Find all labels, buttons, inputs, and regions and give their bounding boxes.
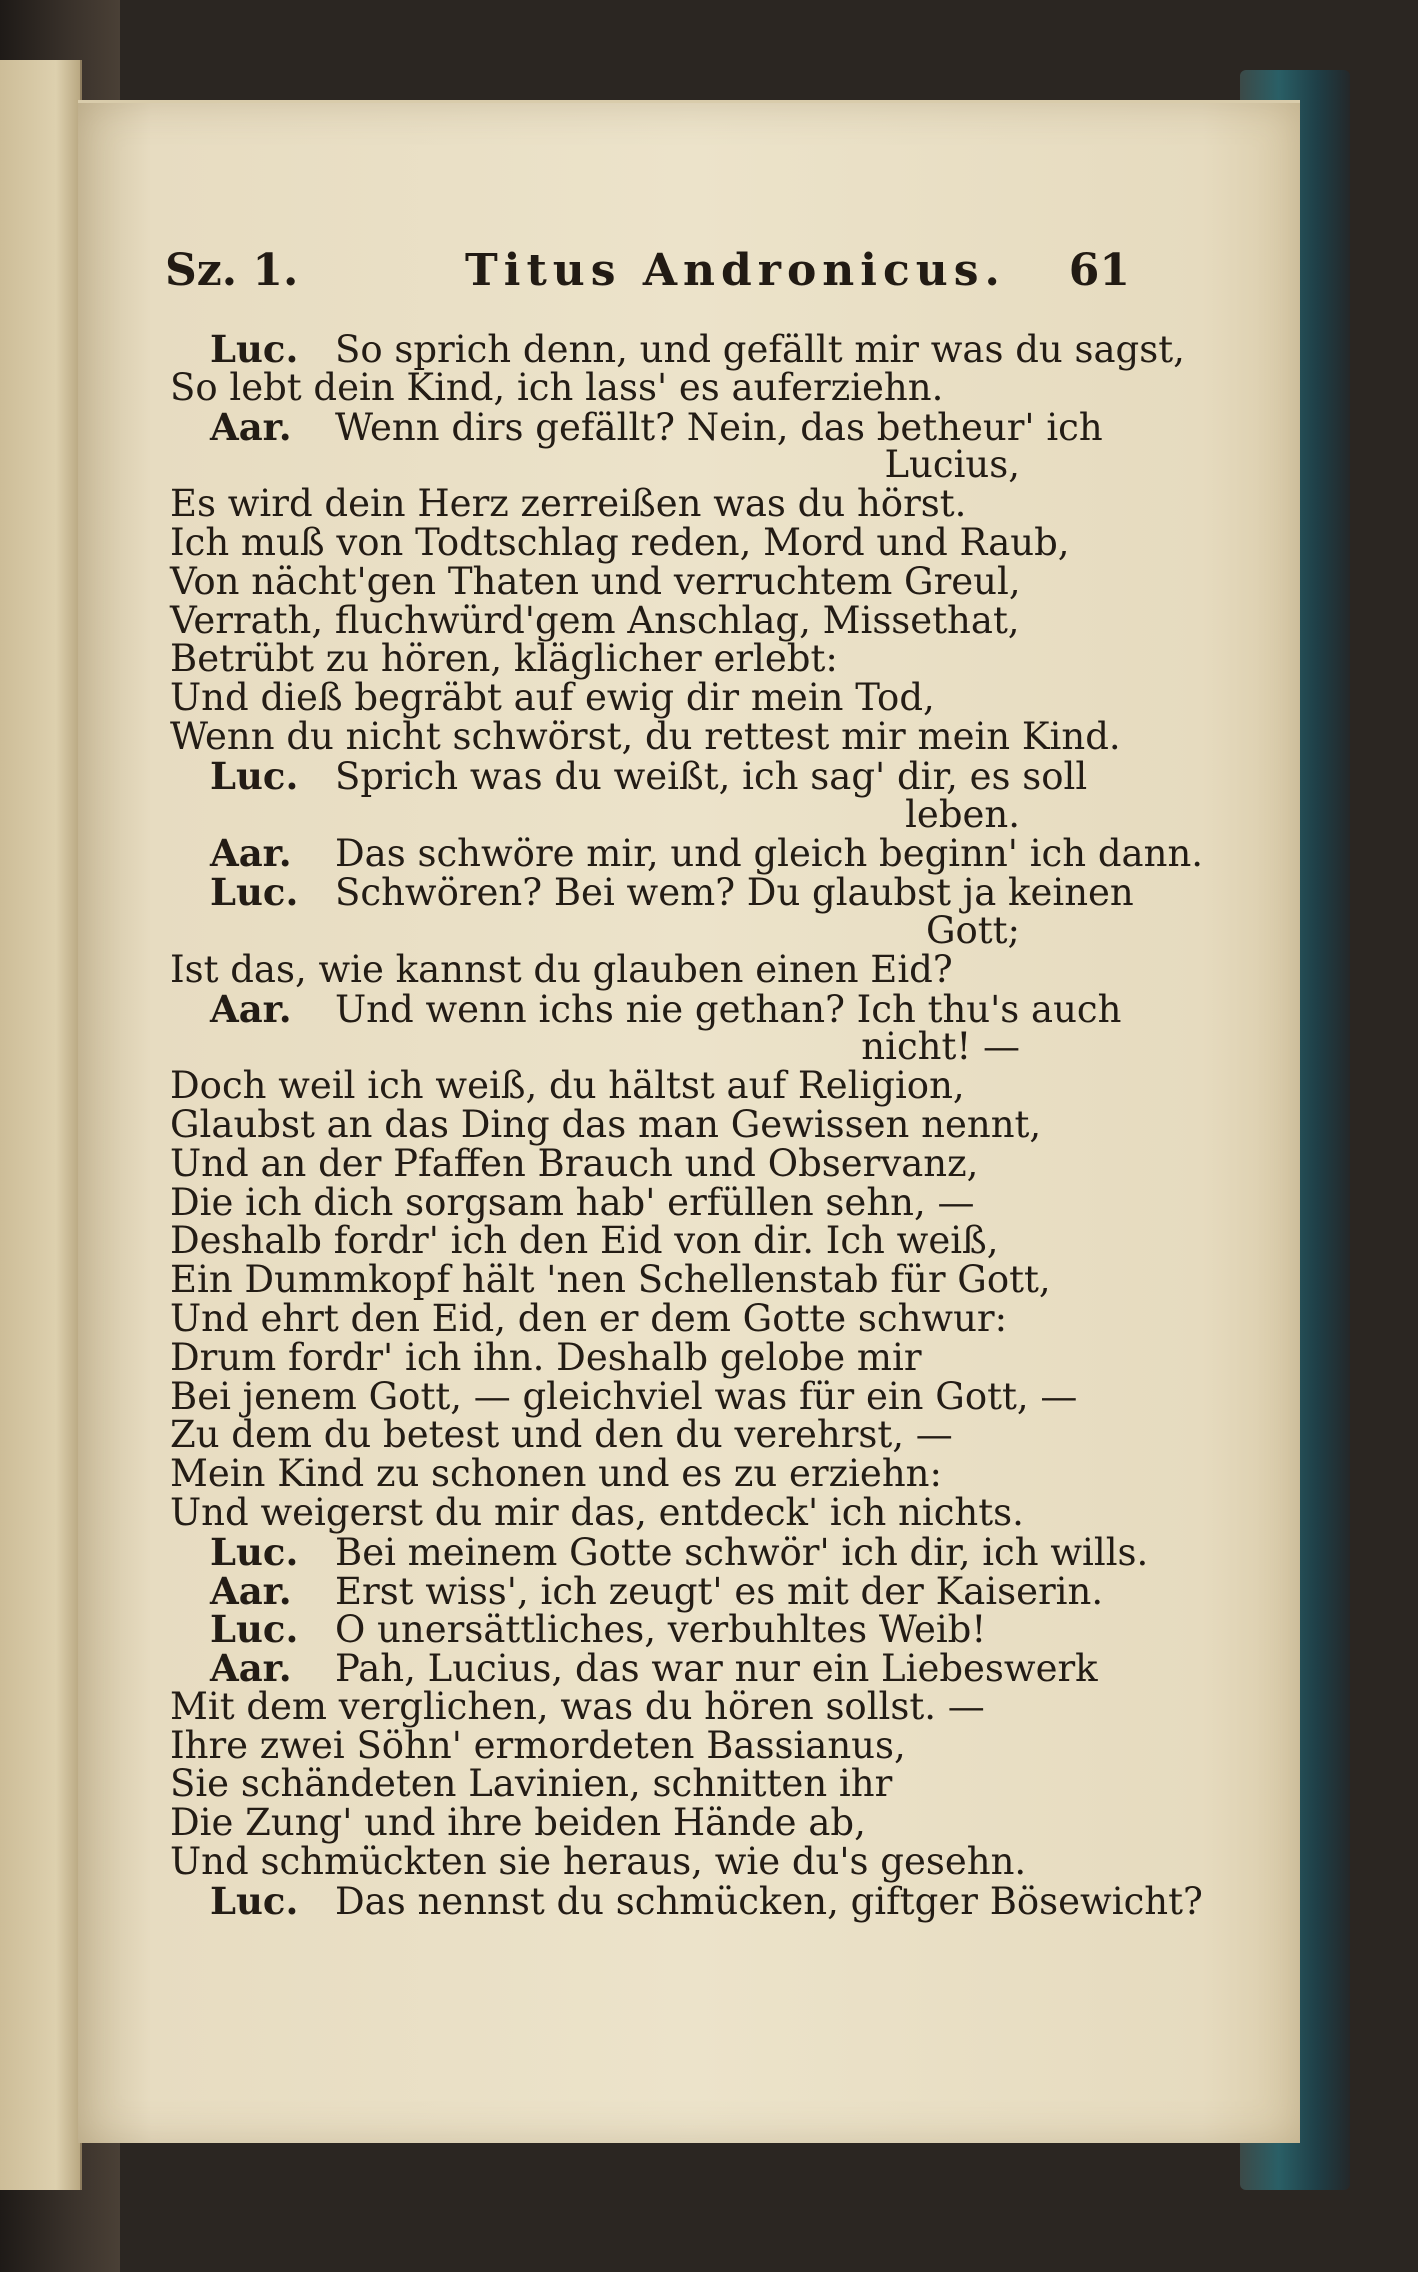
verse-line	[170, 870, 1134, 915]
verse-text: Verrath, fluchwürd'gem Anschlag, Missethat,	[170, 598, 1020, 642]
verse-text: Pah, Lucius, das war nur ein Liebeswerk	[335, 1647, 1098, 1691]
verse-line	[170, 1413, 1130, 1457]
speaker-label: Aar.	[210, 831, 292, 876]
verse-line	[170, 1335, 1130, 1379]
verse-text: Deshalb fordr' ich den Eid von dir. Ich weiß,	[170, 1219, 999, 1263]
speaker-label: Luc.	[210, 1607, 299, 1652]
verse-line	[170, 1490, 1130, 1534]
verse-text: Und schmückten sie heraus, wie du's gesehn.	[170, 1840, 1027, 1884]
verse-text: Betrübt zu hören, kläglicher erlebt:	[170, 637, 838, 681]
verse-text: Erst wiss', ich zeugt' es mit der Kaiserin.	[335, 1569, 1104, 1613]
verse-text: Wenn dirs gefällt? Nein, das betheur' ich	[335, 405, 1103, 449]
verse-text: Ihre zwei Söhn' ermordeten Bassianus,	[170, 1723, 906, 1767]
verse-line	[170, 1180, 1130, 1224]
verse-line	[170, 1102, 1130, 1146]
verse-line	[170, 986, 1130, 1031]
verse-overflow: nicht! —	[861, 1025, 1020, 1069]
verse-line	[170, 404, 1130, 449]
play-text	[170, 327, 1204, 1923]
verse-text: Ein Dummkopf hält 'nen Schellenstab für Gott,	[170, 1258, 1051, 1302]
verse-text: Von nächt'gen Thaten und verruchtem Greul,	[170, 559, 1021, 603]
verse-text: Sprich was du weißt, ich sag' dir, es soll	[335, 754, 1088, 798]
verse-line	[170, 559, 1130, 603]
verse-text: O unersättliches, verbuhltes Weib!	[335, 1608, 987, 1652]
verse-line	[170, 520, 1130, 564]
verse-line	[170, 831, 1204, 876]
verse-text: Wenn du nicht schwörst, du rettest mir mein Kind.	[170, 714, 1121, 758]
verse-line	[170, 1374, 1130, 1418]
verse-line	[170, 365, 1130, 409]
running-title: Titus Andronicus.	[465, 245, 1006, 296]
verse-overflow: Lucius,	[884, 443, 1020, 487]
speaker-label: Luc.	[210, 1529, 299, 1574]
verse-line	[170, 1568, 1130, 1613]
verse-text: Und dieß begräbt auf ewig dir mein Tod,	[170, 676, 935, 720]
verse-text: Das schwöre mir, und gleich beginn' ich dann.	[335, 832, 1204, 876]
speaker-label: Aar.	[210, 986, 292, 1031]
verse-text: Und wenn ichs nie gethan? Ich thu's auch	[335, 987, 1122, 1031]
verse-line	[170, 1064, 1130, 1108]
verse-text: Und weigerst du mir das, entdeck' ich nichts.	[170, 1490, 1024, 1534]
speaker-label: Aar.	[210, 1568, 292, 1613]
verse-line	[170, 443, 1130, 487]
verse-line	[170, 1878, 1203, 1923]
verse-text: Das nennst du schmücken, giftger Bösewicht?	[335, 1879, 1203, 1923]
verse-line	[170, 714, 1130, 758]
verse-text: Bei jenem Gott, — gleichviel was für ein Gott, —	[170, 1374, 1078, 1418]
verse-text: Ist das, wie kannst du glauben einen Eid?	[170, 947, 953, 991]
speaker-label: Luc.	[210, 870, 299, 915]
scene-label: Sz. 1.	[165, 245, 299, 296]
verse-line	[170, 676, 1130, 720]
verse-text: So sprich denn, und gefällt mir was du sagst,	[335, 328, 1185, 371]
verse-line	[170, 1141, 1130, 1185]
verse-line	[170, 1762, 1130, 1806]
verse-line	[170, 1296, 1130, 1340]
verse-line	[170, 1258, 1130, 1302]
verse-line	[170, 637, 1130, 681]
verse-text: Zu dem du betest und den du verehrst, —	[170, 1413, 953, 1457]
verse-text: Doch weil ich weiß, du hältst auf Religion,	[170, 1064, 965, 1108]
verse-overflow: Gott;	[925, 908, 1020, 952]
verse-line	[170, 482, 1130, 526]
verse-line	[170, 1607, 1130, 1652]
verse-text: Die Zung' und ihre beiden Hände ab,	[170, 1801, 866, 1845]
verse-line	[170, 598, 1130, 642]
verse-line	[170, 792, 1130, 836]
verse-text: Ich muß von Todtschlag reden, Mord und Raub,	[170, 520, 1070, 564]
verse-text: Und ehrt den Eid, den er dem Gotte schwur:	[170, 1296, 1008, 1340]
verse-overflow: leben.	[905, 792, 1020, 836]
left-page-edge	[0, 60, 82, 2190]
verse-text: Die ich dich sorgsam hab' erfüllen sehn, —	[170, 1180, 975, 1224]
verse-text: Bei meinem Gotte schwör' ich dir, ich wills.	[335, 1530, 1149, 1574]
verse-text: Glaubst an das Ding das man Gewissen nennt,	[170, 1102, 1042, 1146]
speaker-label: Luc.	[210, 753, 299, 798]
verse-line	[170, 753, 1130, 798]
verse-line	[170, 1684, 1130, 1728]
verse-line	[170, 1219, 1130, 1263]
running-head	[165, 245, 1130, 315]
verse-line	[170, 1452, 1130, 1496]
verse-text: Mit dem verglichen, was du hören sollst. —	[170, 1684, 985, 1728]
speaker-label: Aar.	[210, 1646, 292, 1691]
speaker-label: Luc.	[210, 1878, 299, 1923]
verse-text: Und an der Pfaffen Brauch und Observanz,	[170, 1141, 979, 1185]
verse-line	[170, 1840, 1130, 1884]
speaker-label: Luc.	[210, 327, 299, 371]
verse-text: Es wird dein Herz zerreißen was du hörst.	[170, 482, 967, 526]
verse-line	[170, 1529, 1149, 1574]
verse-text: Drum fordr' ich ihn. Deshalb gelobe mir	[170, 1335, 922, 1379]
verse-line	[170, 1646, 1130, 1691]
verse-line	[170, 1025, 1130, 1069]
verse-text: Mein Kind zu schonen und es zu erziehn:	[170, 1452, 942, 1496]
verse-line	[170, 327, 1185, 371]
verse-text: Schwören? Bei wem? Du glaubst ja keinen	[335, 871, 1134, 915]
verse-text: Sie schändeten Lavinien, schnitten ihr	[170, 1762, 893, 1806]
page-number: 61	[1068, 245, 1130, 296]
verse-line	[170, 908, 1130, 952]
verse-text: So lebt dein Kind, ich lass' es auferziehn.	[170, 365, 944, 409]
speaker-label: Aar.	[210, 404, 292, 449]
verse-line	[170, 1723, 1130, 1767]
verse-line	[170, 947, 1130, 991]
verse-line	[170, 1801, 1130, 1845]
